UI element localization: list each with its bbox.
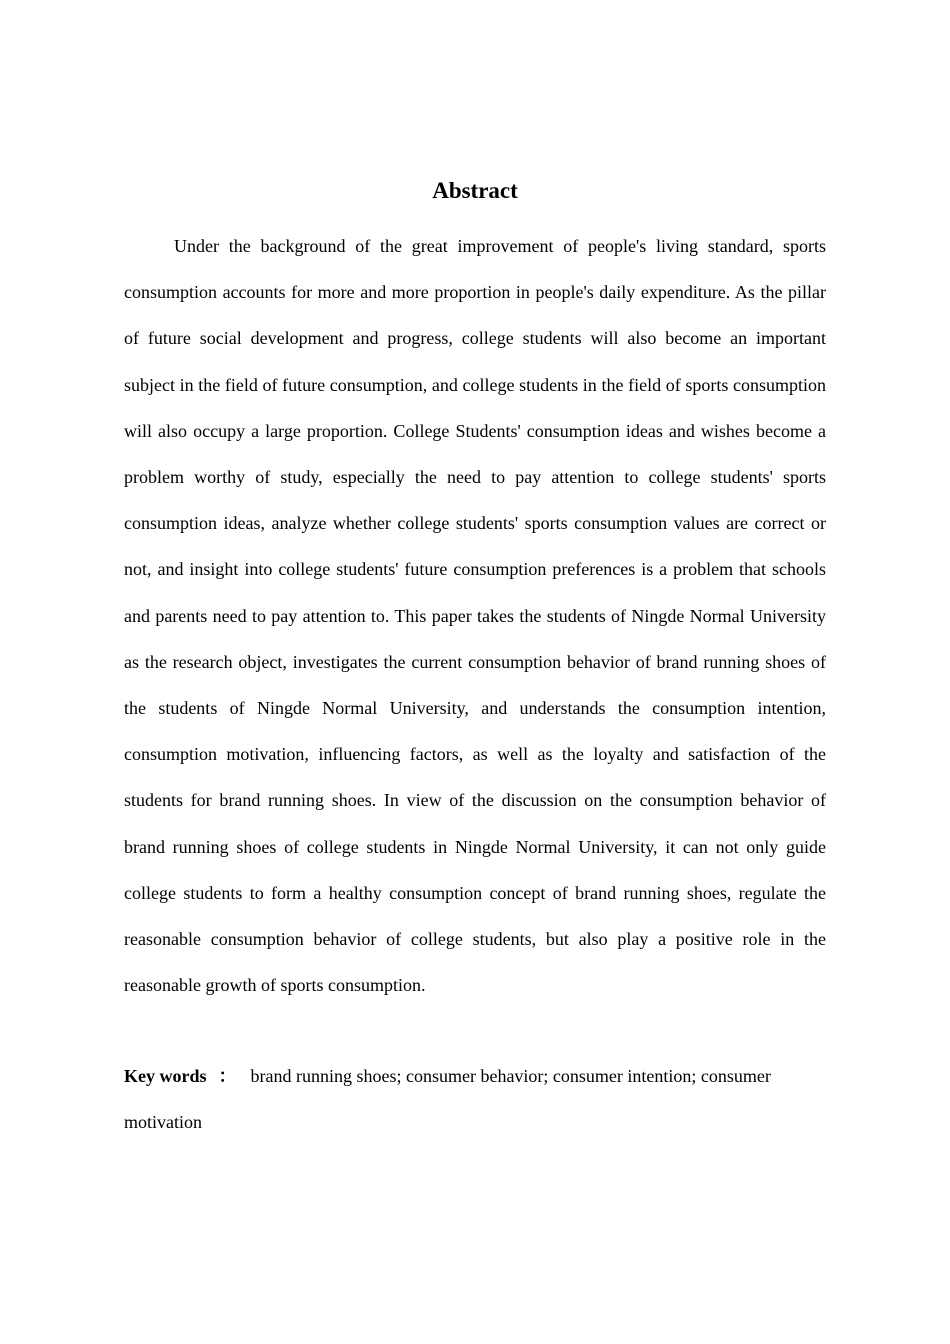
keywords-text: brand running shoes; consumer behavior; consumer intention; consumer motivation bbox=[124, 1066, 771, 1133]
keywords-paragraph bbox=[124, 1053, 826, 1145]
abstract-title: Abstract bbox=[432, 178, 518, 203]
keywords-label: Key words bbox=[124, 1066, 207, 1086]
keywords-colon: ： bbox=[218, 1066, 237, 1086]
abstract-body: Under the background of the great improvement of people's living standard, sports consumption accounts for more and more proportion in people's daily expenditure. As the pillar of future social development and progress, college students will also become an important subject in the field of future consumption, and college students in the field of sports consumption will also occupy a large proportion. College Students' consumption ideas and wishes become a problem worthy of study, especially the need to pay attention to college students' sports consumption ideas, analyze whether college students' sports consumption values are correct or not, and insight into college students' future consumption preferences is a problem that schools and parents need to pay attention to. This paper takes the students of Ningde Normal University as the research object, investigates the current consumption behavior of brand running shoes of the students of Ningde Normal University, and understands the consumption intention, consumption motivation, influencing factors, as well as the loyalty and satisfaction of the students for brand running shoes. In view of the discussion on the consumption behavior of brand running shoes of college students in Ningde Normal University, it can not only guide college students to form a healthy consumption concept of brand running shoes, regulate the reasonable consumption behavior of college students, but also play a positive role in the reasonable growth of sports consumption. bbox=[124, 236, 826, 996]
